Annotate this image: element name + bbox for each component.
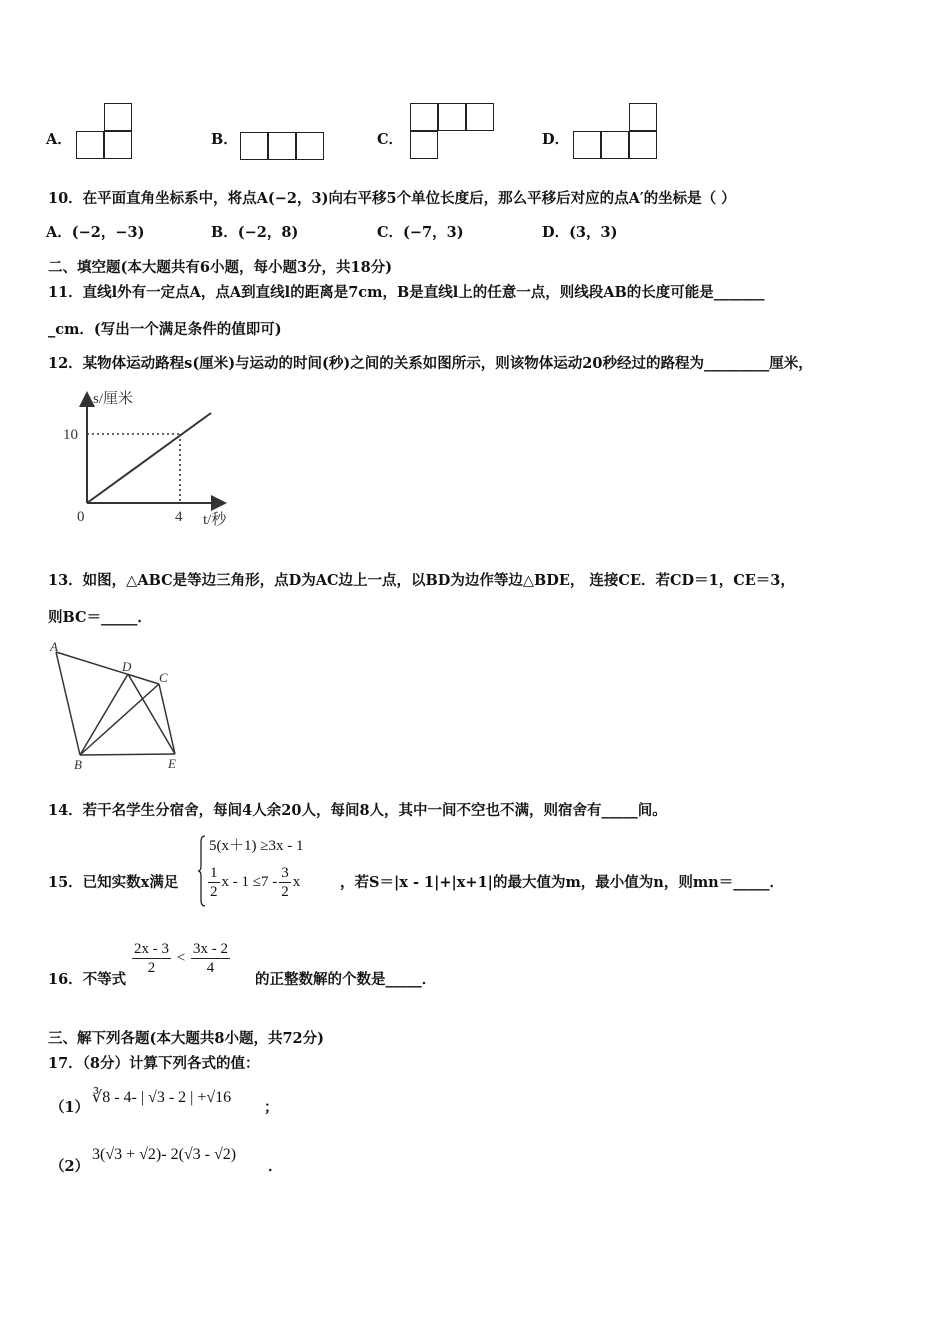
q12-x-label: t/秒	[203, 512, 227, 528]
q9-option-c-figure	[408, 101, 503, 163]
q16-lhs-den: 2	[147, 960, 156, 976]
q16-operator: <	[176, 949, 186, 966]
q15-frac-b-num: 3	[281, 865, 289, 881]
q10-option-b: B．(−2，8)	[211, 224, 299, 241]
q13-line1: 13．如图，△ABC是等边三角形，点D为AC边上一点，以BD为边作等边△BDE， 连接CE．若CD＝1，CE＝3，	[48, 572, 795, 589]
q16-inequality	[130, 940, 232, 977]
q12-distance-time-graph	[55, 383, 245, 533]
q9-option-d-figure	[571, 101, 666, 163]
q15-ineq2-end: x	[292, 873, 301, 890]
q15-frac-b-den: 2	[281, 884, 289, 900]
q10-stem: 10．在平面直角坐标系中，将点A(−2，3)向右平移5个单位长度后，那么平移后对应的点A′的坐标是（ ）	[48, 190, 736, 207]
q13-line2: 则BC＝_____．	[48, 609, 152, 626]
q12-x-tick: 4	[175, 509, 183, 525]
q13-segment-bd	[80, 674, 128, 755]
q17-part1-label: （1）	[50, 1099, 90, 1116]
q16-prefix: 16．不等式	[48, 971, 127, 988]
q16-suffix: 的正整数解的个数是_____．	[255, 971, 437, 988]
q13-segment-ac	[56, 652, 159, 684]
q17-part1-expression: ∛8 - 4- | √3 - 2 | +√16	[92, 1089, 232, 1106]
q16-lhs-num: 2x - 3	[134, 941, 169, 957]
q13-segment-bc	[80, 684, 159, 755]
q14-stem: 14．若干名学生分宿舍，每间4人余20人，每间8人，其中一间不空也不满，则宿舍有_____间。	[48, 802, 667, 819]
q13-geometry-figure	[44, 640, 194, 775]
q12-y-label: s/厘米	[93, 391, 134, 407]
q17-part2-end: ．	[268, 1158, 283, 1175]
q9-option-b-label: B．	[211, 131, 238, 148]
section3-title: 三、解下列各题(本大题共8小题，共72分)	[48, 1030, 324, 1047]
q9-option-c-label: C．	[377, 131, 404, 148]
q13-segment-ab	[56, 652, 80, 755]
q17-stem: 17．（8分）计算下列各式的值：	[48, 1055, 260, 1072]
q10-option-d: D．(3，3)	[542, 224, 618, 241]
q9-option-d-label: D．	[542, 131, 570, 148]
q12-origin-label: 0	[77, 509, 85, 525]
q13-label-c: C	[159, 670, 168, 685]
q11-line1: 11．直线l外有一定点A，点A到直线l的距离是7cm，B是直线l上的任意一点，则线段AB的长度可能是_______	[48, 284, 765, 301]
q12-y-tick: 10	[63, 427, 78, 443]
q9-option-b-figure	[238, 130, 333, 162]
q9-option-a-label: A．	[46, 131, 72, 148]
q15-inequality-2	[206, 864, 300, 901]
q16-rhs-den: 4	[206, 960, 215, 976]
q16-rhs-num: 3x - 2	[192, 941, 228, 957]
q13-segment-de	[128, 674, 175, 754]
q13-label-d: D	[122, 659, 132, 674]
q15-frac-a-num: 1	[210, 865, 218, 881]
q17-part2-label: （2）	[50, 1158, 90, 1175]
q15-prefix: 15．已知实数x满足	[48, 874, 179, 891]
q17-part1-end: ；	[264, 1099, 279, 1116]
q13-label-e: E	[168, 756, 176, 771]
q13-label-b: B	[74, 757, 82, 772]
q9-option-a-figure	[74, 103, 164, 163]
q15-ineq2-middle: x - 1 ≤7 -	[221, 873, 278, 890]
q15-frac-a-den: 2	[210, 884, 218, 900]
section2-title: 二、填空题(本大题共有6小题，每小题3分，共18分)	[48, 259, 393, 276]
q17-part2-expression: 3(√3 + √2)- 2(√3 - √2)	[92, 1146, 237, 1163]
q10-option-a: A．(−2，−3)	[46, 224, 145, 241]
q15-inequality-system	[197, 830, 333, 912]
q10-option-c: C．(−7，3)	[377, 224, 464, 241]
q15-suffix: ，若S＝|x - 1|+|x+1|的最大值为m，最小值为n，则mn＝_____．	[340, 874, 784, 891]
q13-label-a: A	[50, 640, 58, 654]
q11-line2: _cm．(写出一个满足条件的值即可)	[48, 321, 282, 338]
q13-segment-ce	[159, 684, 175, 754]
q15-inequality-1: 5(x＋1) ≥3x - 1	[209, 838, 304, 854]
q12-data-line	[87, 413, 211, 503]
q13-segment-be	[80, 754, 175, 755]
q12-stem: 12．某物体运动路程s(厘米)与运动的时间(秒)之间的关系如图所示，则该物体运动20秒经过的路程为_________厘米，	[48, 355, 813, 372]
